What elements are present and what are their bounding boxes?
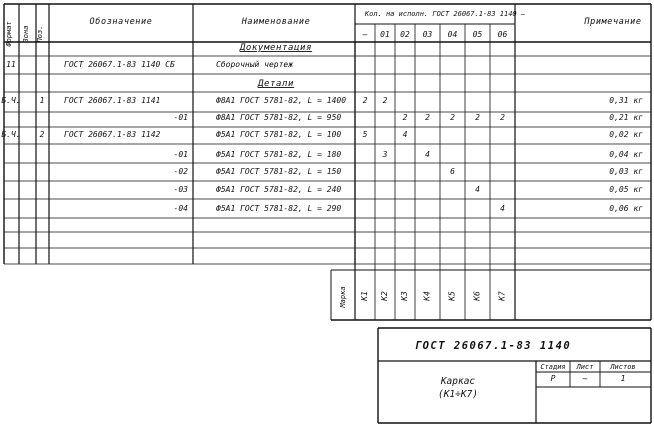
header-format: Формат [5, 21, 13, 47]
table-row [174, 204, 644, 213]
cell-note: 0,06 кг [609, 204, 643, 213]
cell-note: 0,31 кг [609, 96, 643, 105]
mark-5: К5 [447, 291, 457, 301]
table-row [1, 96, 643, 105]
cell-name: Ф5А1 ГОСТ 5781-82, L = 150 [216, 167, 342, 176]
cell-name: Ф5А1 ГОСТ 5781-82, L = 240 [216, 185, 342, 194]
qty-header-0: – [362, 30, 368, 39]
title-sheet-value: – [582, 374, 588, 383]
qty-column-headers [362, 30, 508, 39]
cell-qty-4: 2 [450, 113, 455, 122]
cell-name: Ф5А1 ГОСТ 5781-82, L = 290 [216, 204, 342, 213]
mark-4: К4 [422, 291, 432, 301]
cell-qty-0: 2 [362, 96, 368, 105]
cell-qty-1: 2 [382, 96, 388, 105]
header-note: Примечание [584, 17, 642, 27]
cell-note: 0,03 кг [609, 167, 643, 176]
cell-position: 1 [39, 96, 45, 105]
cell-name: Ф8А1 ГОСТ 5781-82, L = 1400 [216, 96, 347, 105]
cell-qty-6: 2 [500, 113, 505, 122]
header-zone: Зона [22, 25, 30, 43]
title-sheets-value: 1 [620, 374, 626, 383]
cell-name: Ф5А1 ГОСТ 5781-82, L = 100 [216, 130, 342, 139]
title-sheets-label: Листов [610, 363, 636, 371]
cell-qty-0: 5 [362, 130, 368, 139]
cell-name: Ф8А1 ГОСТ 5781-82, L = 950 [216, 113, 342, 122]
cell-qty-3: 2 [425, 113, 430, 122]
cell-note: 0,05 кг [609, 185, 643, 194]
qty-header-5: 05 [472, 30, 483, 39]
cell-qty-6: 4 [500, 204, 505, 213]
mark-2: К2 [380, 291, 389, 301]
title-sheet-label: Лист [576, 363, 594, 371]
qty-header-1: 01 [380, 30, 390, 39]
marks-values [360, 291, 507, 302]
cell-designation: ГОСТ 26067.1-83 1141 [64, 96, 161, 105]
section-documentation: Документация [239, 43, 313, 53]
cell-qty-1: 3 [382, 150, 388, 159]
cell-format: 11 [6, 60, 16, 69]
cell-designation: -01 [173, 113, 188, 122]
cell-note: 0,02 кг [609, 130, 643, 139]
title-stage-label: Стадия [540, 363, 566, 371]
cell-position: 2 [39, 130, 45, 139]
header-position: Поз. [36, 25, 44, 43]
cell-qty-4: 6 [450, 167, 455, 176]
mark-1: К1 [360, 291, 369, 301]
cell-designation: ГОСТ 26067.1-83 1140 СБ [64, 60, 175, 69]
cell-format: Б.Ч. [1, 130, 21, 139]
marks-label: Марка [339, 286, 347, 308]
table-row [174, 113, 644, 122]
header-designation: Обозначение [89, 17, 153, 27]
section-details: Детали [257, 79, 295, 89]
title-product-name: Каркас [440, 376, 476, 387]
cell-designation: -04 [173, 204, 188, 213]
header-qty-label: Кол. на исполн. ГОСТ 26067.1-83 1140 – [364, 10, 526, 18]
cell-qty-2: 2 [402, 113, 408, 122]
cell-name: Ф5А1 ГОСТ 5781-82, L = 180 [216, 150, 342, 159]
table-row [1, 130, 643, 139]
qty-header-2: 02 [400, 30, 410, 39]
title-doc-number: ГОСТ 26067.1-83 1140 [414, 340, 572, 352]
cell-designation: -02 [173, 167, 188, 176]
spec-rows [1, 59, 643, 213]
table-row [174, 185, 644, 194]
mark-6: К6 [472, 291, 482, 301]
qty-header-3: 03 [422, 30, 433, 39]
cell-qty-5: 2 [475, 113, 480, 122]
mark-3: К3 [400, 291, 409, 301]
cell-qty-3: 4 [425, 150, 430, 159]
header-name: Наименование [241, 17, 311, 27]
cell-note: 0,04 кг [609, 150, 643, 159]
mark-7: К7 [497, 291, 507, 301]
cell-designation: -01 [173, 150, 188, 159]
cell-qty-5: 4 [475, 185, 480, 194]
cell-designation: ГОСТ 26067.1-83 1142 [64, 130, 161, 139]
table-row [174, 150, 644, 159]
table-row [174, 167, 644, 176]
cell-qty-2: 4 [402, 130, 408, 139]
cell-designation: -03 [173, 185, 188, 194]
title-stage-value: Р [550, 374, 556, 383]
title-product-range: (К1÷К7) [437, 389, 479, 400]
qty-header-4: 04 [447, 30, 458, 39]
cell-name: Сборочный чертеж [216, 60, 294, 69]
qty-header-6: 06 [497, 30, 508, 39]
cell-format: Б.Ч. [1, 96, 21, 105]
cell-note: 0,21 кг [609, 113, 643, 122]
